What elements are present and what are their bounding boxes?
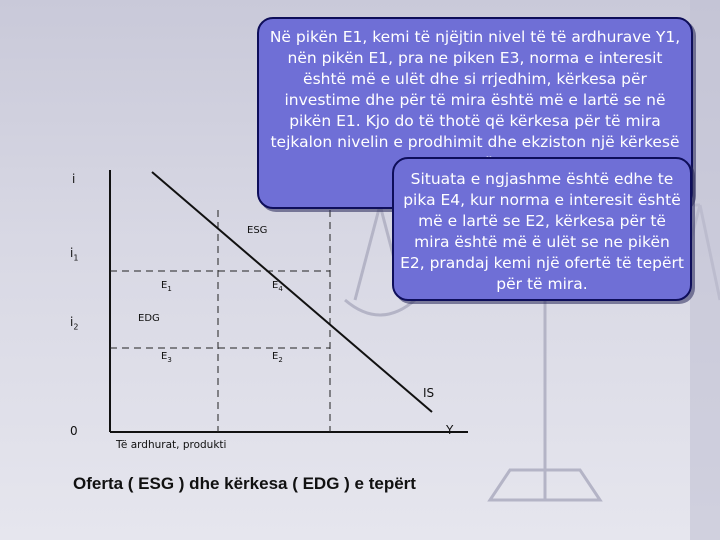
y-axis-label: i [72, 172, 76, 186]
point-e1-sub: 1 [167, 285, 172, 293]
point-e2-label [272, 351, 283, 364]
point-e3-main: E [161, 351, 168, 362]
i1-tick-sub: 1 [73, 253, 79, 263]
excess-supply-callout [392, 157, 692, 301]
is-curve-label: IS [423, 386, 435, 400]
origin-label: 0 [70, 424, 78, 438]
point-e2-main: E [272, 351, 279, 362]
point-e2-sub: 2 [278, 356, 283, 364]
edg-region-label: EDG [138, 313, 160, 324]
point-e1-label [161, 280, 172, 293]
point-e4-label [272, 280, 283, 293]
excess-demand-text: Në pikën E1, kemi të njëjtin nivel të të ardhurave Y1, nën pikën E1, pra ne piken E3, norma e interesit është më e ulët dhe si rrjedhim, kërkesa për investime dhe për të mira është më e lartë se në pikën E1. Kjo do të thotë që kërkesa për të mira tejkalon nivelin e prodhimit dhe ekziston një kërkesë [269, 28, 681, 151]
i1-tick-label [70, 246, 78, 262]
i1-tick-main: i [70, 246, 74, 260]
point-e3-sub: 3 [167, 356, 172, 364]
point-e4-main: E [272, 280, 279, 291]
point-e1-main: E [161, 280, 168, 291]
excess-supply-text: Situata e ngjashme është edhe te pika E4, kur norma e interesit është më e lartë se E2, kërkesa për të mira është më ë ulët se ne pikën E2, prandaj kemi një ofertë të tepërt për të mira. [400, 170, 684, 293]
x-axis-caption: Të ardhurat, produkti [116, 439, 227, 451]
point-e4-sub: 4 [278, 285, 283, 293]
x-axis-label: Y [446, 423, 454, 437]
point-e3-label [161, 351, 172, 364]
i2-tick-main: i [70, 315, 74, 329]
diagram-caption: Oferta ( ESG ) dhe kërkesa ( EDG ) e tepërt [73, 474, 416, 493]
i2-tick-label [70, 315, 78, 331]
esg-region-label: ESG [247, 225, 268, 236]
i2-tick-sub: 2 [73, 322, 79, 332]
